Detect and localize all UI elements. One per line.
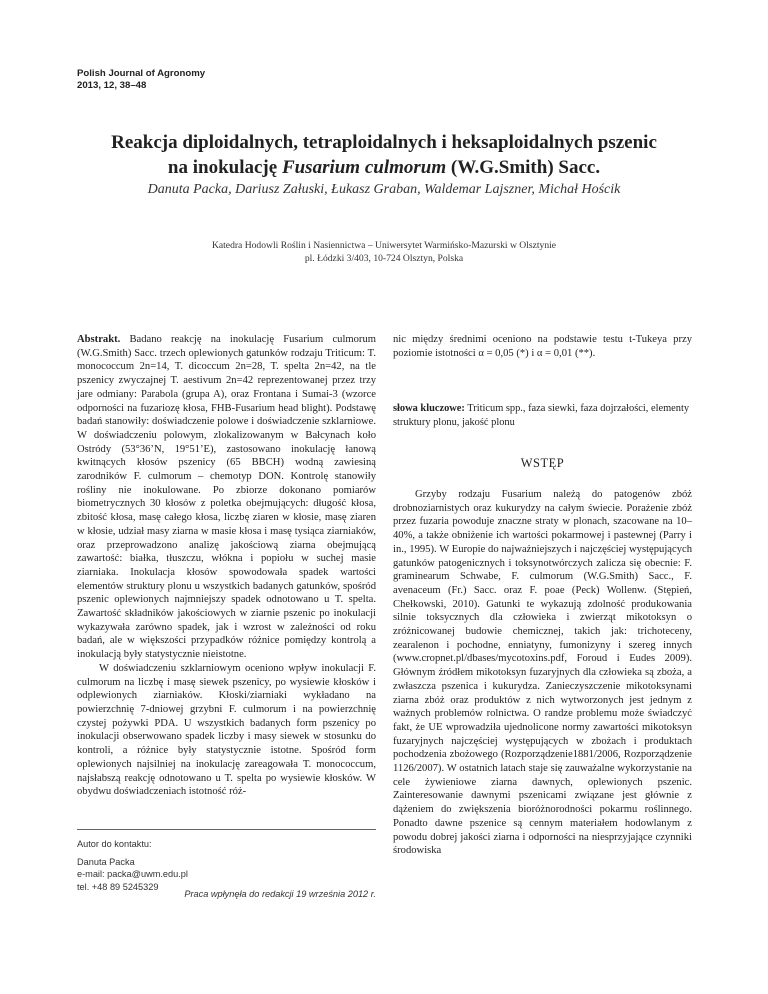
- authors: Danuta Packa, Dariusz Załuski, Łukasz Graban, Waldemar Lajszner, Michał Hościk: [147, 182, 621, 197]
- abstract-paragraph-2: W doświadczeniu szklarniowym oceniono wpływ inokulacji F. culmorum na liczbę i masę siewek pszenicy, po wysiewie kłosków i odplewionych ziarniaków. Kłoski/ziarniaki wykładano na powierzchnię 7-dniowej grzybni F. culmorum i na powierzchnię czystej pożywki PDA. U wszystkich badanych form pszenicy po inokulacji obserwowano spadek liczby i masy siewek w stosunku do kontroli, a różnice były statystycznie istotne. Spośród form oplewionych najsilniej na inokulację zareagowała T. monococcum, najsłabszą reakcję odnotowano u T. spelta po wysiewie kłosków. W obydwu doświadczeniach istotność róż-: [77, 662, 376, 798]
- abstract-continued: [393, 333, 692, 360]
- journal-header: [77, 68, 205, 92]
- contact-name: Danuta Packa: [77, 856, 135, 867]
- title-suffix: (W.G.Smith) Sacc.: [446, 157, 601, 178]
- abstract: [77, 333, 376, 799]
- introduction: [393, 488, 692, 858]
- contact-email[interactable]: e-mail: packa@uwm.edu.pl: [77, 869, 188, 879]
- keywords: [393, 402, 692, 429]
- contact-box: [77, 829, 376, 893]
- received-date: Praca wpłynęła do redakcji 19 września 2012 r.: [184, 889, 376, 899]
- journal-name: Polish Journal of Agronomy: [77, 68, 206, 79]
- introduction-paragraph: Grzyby rodzaju Fusarium należą do patogenów zbóż drobnoziarnistych oraz kukurydzy na całym świecie. Porażenie zbóż przez fuzaria powoduje znaczne straty w plonach, szacowane na 10–40%, a także obniżenie ich wartości pokarmowej i pastewnej (Parry i in., 1995). W Europie do najważniejszych i najczęściej występujących gatunków patogenicznych i toksynotwórczych zalicza się obecnie: F. graminearum Schwabe, F. culmorum (W.G.Smith) Sacc., F. avenaceum (Fr.) Sacc. oraz F. poae (Peck) Wollenw. (Stępień, Chełkowski, 2010). Gatunki te wykazują zdolność produkowania silnie toksycznych dla człowieka i zwierząt mikotoksyn o zróżnicowanej budowie chemicznej, takich jak: trichoteceny, zearalenon i pochodne, enniatyny, fumonizyny i szereg innych (www.cropnet.pl/dbases/mycotoxins.pdf, Foroud i Eudes 2009). Głównym źródłem mikotoksyn fuzaryjnych dla człowieka są zboża, a zwłaszcza pszenica i kukurydza. Zanieczyszczenie mikotoksynami ziarna zbóż oraz produktów z nich wytworzonych jest jednym z ważnych problemów rolnictwa. O randze problemu może świadczyć fakt, że UE wprowadziła ujednolicone normy zawartości mikotoksyn fuzaryjnych najczęściej występujących w zbożach i produktach pochodzenia zbożowego (Rozporządzenie1881/2006, Rozporządzenie 1126/2007). W ostatnich latach staje się zauważalne wykorzystanie na cele żywieniowe ziarna dawnych, oplewionych pszenic. Zainteresowanie dawnymi pszenicami związane jest głównie z dążeniem do zwiększenia bioróżnorodności pokarmu roślinnego. Ponadto dawne pszenice są cennym materiałem hodowlanym z powodu dobrej jakości ziarna i odporności na niesprzyjające czynniki środowiska: [393, 489, 692, 857]
- affiliation: [60, 239, 708, 265]
- abstract-paragraph-1: Badano reakcję na inokulację Fusarium culmorum (W.G.Smith) Sacc. trzech oplewionych gatunków rodzaju Triticum: T. monococcum 2n=14, T. dicoccum 2n=28, T. spelta 2n=42, na tle pszenicy zwyczajnej T. aestivum 2n=42 reprezentowanej przez trzy jare odmiany: Parabola (grupa A), oraz Frontana i Sumai-3 (wzorce odporności na fuzariozę kłosa, FHB-Fusarium head blight). Podstawę badań stanowiły: doświadczenie polowe i doświadczenie szklarniowe. W doświadczeniu polowym, zlokalizowanym w Bałcynach koło Ostródy (53°36’N, 19°51’E), zastosowano inokulację łanową kwitnących kłosów pszenicy (65 BBCH) wodną zawiesiną zarodników F. culmorum – chemotyp DON. Kontrolę stanowiły rośliny nie inokulowane. Po zbiorze dokonano pomiarów biometrycznych 30 kłosów z poletka obejmujących: długość kłosa, zbitość kłosa, masę całego kłosa, liczbę ziaren w kłosie, masę ziaren w kłosie, udział masy ziarna w masie kłosa i masę tysiąca ziarniaków, oraz przeprowadzono analizę jakościową ziarna obejmującą zawartość: białka, tłuszczu, włókna i popiołu w suchej masie ziarniaka. Inokulacja kłosów spowodowała spadek wartości elementów struktury plonu u wszystkich badanych gatunków, spośród pszenic oplewionych najmniejszy spadek odnotowano u T. spelta. Zawartość składników jakościowych w ziarnie pszenic po inokulacji wykazywała zarówno spadek, jak i wzrost w zależności od roku badań, ale w większości przypadków różnice pomiędzy kontrolą a inokulacją były statystycznie nieistotne.: [77, 334, 376, 661]
- title-line-1: Reakcja diploidalnych, tetraploidalnych i heksaploidalnych pszenic: [111, 132, 657, 153]
- keywords-label: słowa kluczowe:: [393, 403, 465, 414]
- title-line-2: [60, 155, 708, 180]
- title-species: Fusarium culmorum: [281, 157, 447, 178]
- affiliation-line-1: Katedra Hodowli Roślin i Nasiennictwa – Uniwersytet Warmińsko-Mazurski w Olsztynie: [211, 240, 557, 251]
- abstract-label: Abstrakt.: [77, 334, 121, 345]
- contact-phone: tel. +48 89 5245329: [77, 881, 159, 892]
- journal-issue: 2013, 12, 38–48: [77, 80, 147, 91]
- contact-label: Autor do kontaktu:: [77, 839, 152, 849]
- keywords-text: Triticum spp., faza siewki, faza dojrzałości, elementy struktury plonu, jakość plonu: [393, 403, 690, 428]
- title-prefix: na inokulację: [167, 157, 282, 178]
- affiliation-line-2: pl. Łódzki 3/403, 10-724 Olsztyn, Polska: [304, 253, 464, 264]
- section-heading: WSTĘP: [520, 456, 565, 470]
- article-title: [60, 130, 708, 180]
- abstract-paragraph-3: nic między średnimi oceniono na podstawie testu t-Tukeya przy poziomie istotności α = 0,05 (*) i α = 0,01 (**).: [393, 334, 692, 359]
